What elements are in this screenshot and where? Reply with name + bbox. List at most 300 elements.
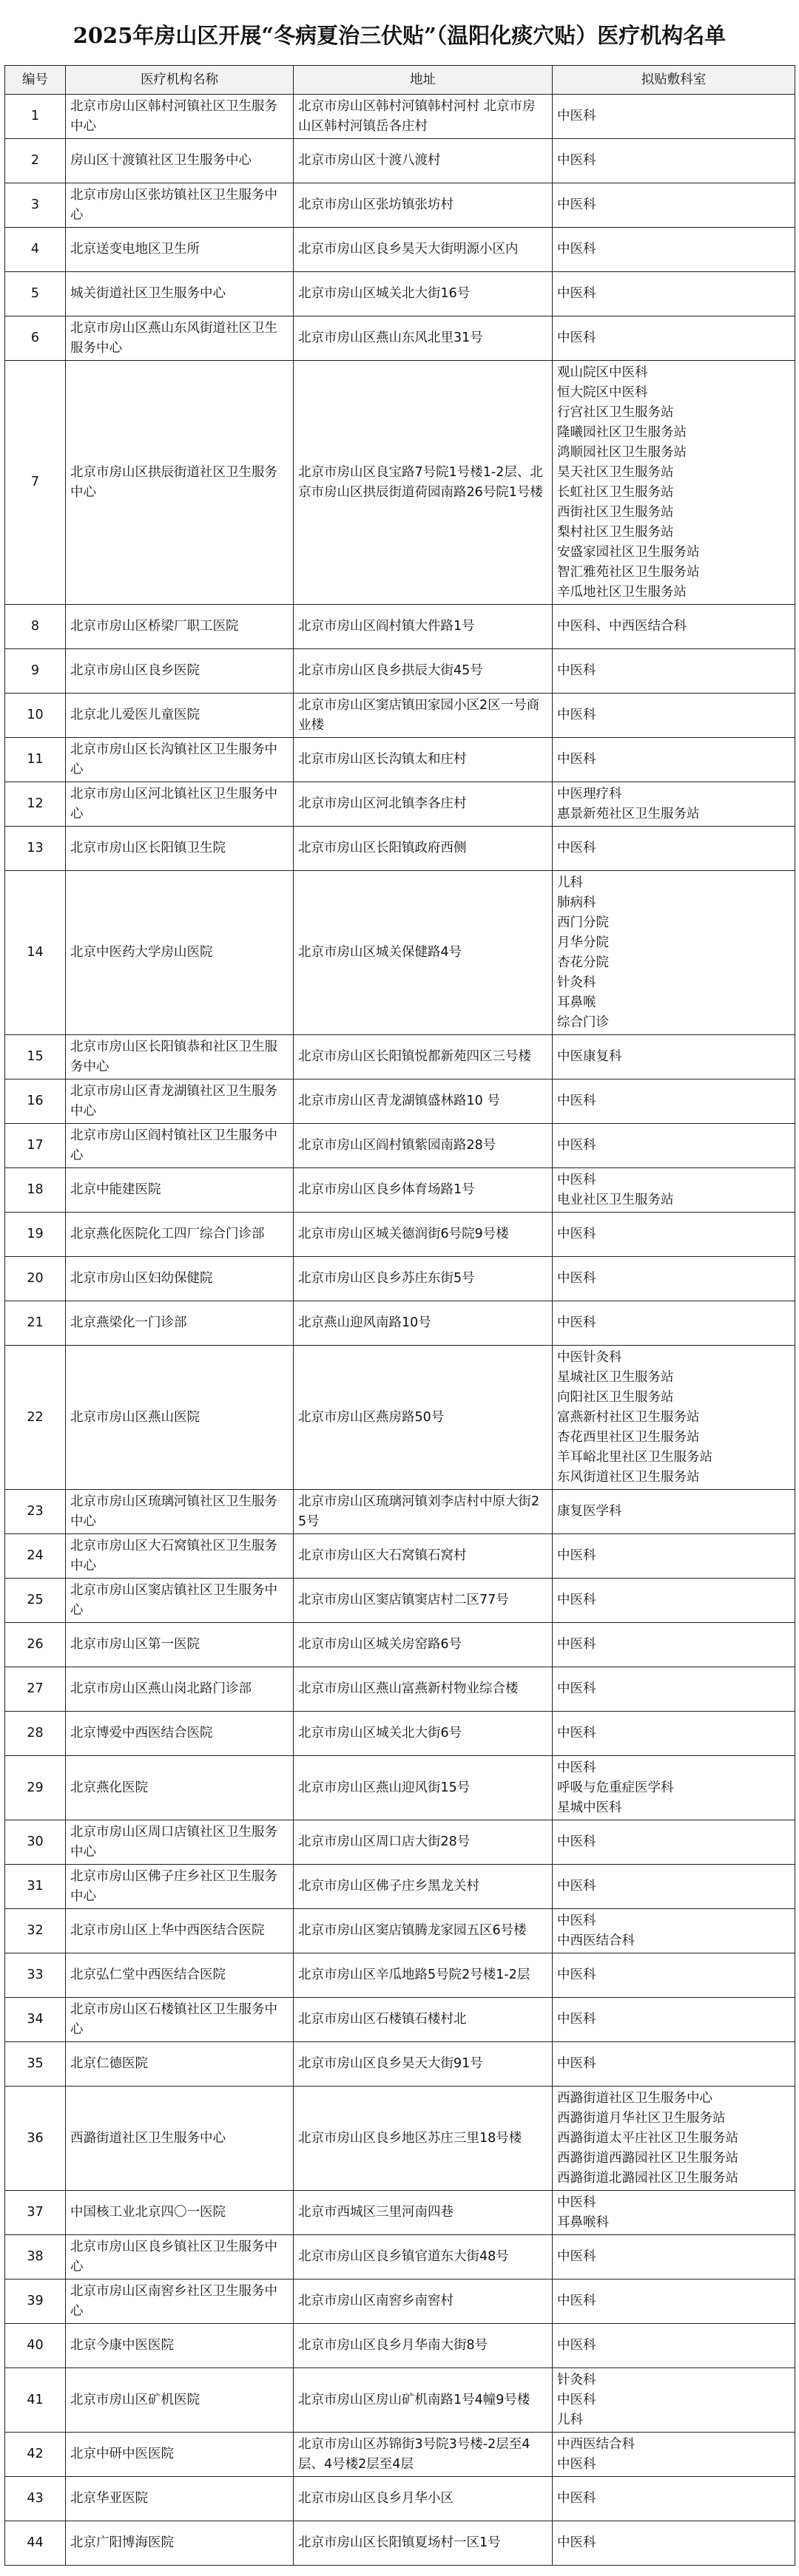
cell-number: 10 <box>5 694 66 738</box>
cell-number: 35 <box>5 2042 66 2087</box>
table-row <box>5 605 795 649</box>
cell-department <box>553 1712 795 1756</box>
header-number: 编号 <box>5 66 66 95</box>
cell-address: 北京市房山区张坊镇张坊村 <box>294 183 553 228</box>
cell-department <box>553 95 795 139</box>
cell-institution-name: 北京北儿爱医儿童医院 <box>66 694 294 738</box>
table-row <box>5 2042 795 2087</box>
cell-number: 23 <box>5 1490 66 1534</box>
cell-number: 15 <box>5 1035 66 1079</box>
cell-address: 北京市房山区大石窝镇石窝村 <box>294 1534 553 1579</box>
cell-address: 北京市房山区窦店镇窦店村二区77号 <box>294 1579 553 1623</box>
cell-address: 北京市房山区城关北大街6号 <box>294 1712 553 1756</box>
cell-address: 北京市房山区十渡八渡村 <box>294 139 553 183</box>
department-item: 电业社区卫生服务站 <box>557 1192 674 1207</box>
cell-institution-name: 北京市房山区上华中西医结合医院 <box>66 1909 294 1953</box>
cell-number: 40 <box>5 2324 66 2368</box>
department-item: 综合门诊 <box>557 1014 609 1030</box>
department-item: 中医科 <box>557 1834 596 1849</box>
cell-address: 北京市房山区窦店镇腾龙家园五区6号楼 <box>294 1909 553 1953</box>
department-item: 儿科 <box>557 875 583 890</box>
department-item: 中医科 <box>557 1593 596 1607</box>
department-item: 中医科 <box>557 1094 596 1108</box>
cell-institution-name: 北京市房山区良乡医院 <box>66 649 294 694</box>
department-item: 中医科 <box>557 1879 596 1894</box>
cell-institution-name: 北京市房山区青龙湖镇社区卫生服务中心 <box>66 1079 294 1124</box>
department-item: 中医科 <box>557 752 596 767</box>
cell-number: 2 <box>5 139 66 183</box>
cell-address: 北京市房山区良乡月华小区 <box>294 2477 553 2521</box>
cell-institution-name: 北京中研中医医院 <box>66 2433 294 2477</box>
table-row <box>5 2368 795 2433</box>
cell-number: 25 <box>5 1579 66 1623</box>
cell-institution-name: 北京市房山区阎村镇社区卫生服务中心 <box>66 1124 294 1168</box>
cell-address: 北京市房山区佛子庄乡黑龙关村 <box>294 1865 553 1909</box>
table-row <box>5 1213 795 1257</box>
cell-address: 北京市房山区周口店大街28号 <box>294 1820 553 1865</box>
cell-institution-name: 房山区十渡镇社区卫生服务中心 <box>66 139 294 183</box>
department-item: 富燕新村社区卫生服务站 <box>557 1409 700 1425</box>
cell-institution-name: 北京市房山区良乡镇社区卫生服务中心 <box>66 2235 294 2280</box>
table-row <box>5 694 795 738</box>
department-item: 儿科 <box>557 2412 583 2427</box>
department-item: 中医科 <box>557 1227 596 1241</box>
cell-address: 北京市房山区窦店镇田家园小区2区一号商业楼 <box>294 694 553 738</box>
cell-address: 北京市房山区良乡地区苏庄三里18号楼 <box>294 2087 553 2191</box>
department-item: 辛瓜地社区卫生服务站 <box>557 584 687 600</box>
cell-department <box>553 605 795 649</box>
department-item: 西潞街道北潞园社区卫生服务站 <box>557 2170 738 2186</box>
cell-address: 北京市房山区河北镇李各庄村 <box>294 782 553 827</box>
cell-number: 42 <box>5 2433 66 2477</box>
cell-department <box>553 2324 795 2368</box>
cell-institution-name: 北京送变电地区卫生所 <box>66 228 294 272</box>
cell-institution-name: 北京市房山区张坊镇社区卫生服务中心 <box>66 183 294 228</box>
cell-institution-name: 西潞街道社区卫生服务中心 <box>66 2087 294 2191</box>
department-item: 中医针灸科 <box>557 1349 622 1365</box>
cell-address: 北京市房山区燕山富燕新村物业综合楼 <box>294 1667 553 1712</box>
cell-institution-name: 北京市房山区琉璃河镇社区卫生服务中心 <box>66 1490 294 1534</box>
table-row <box>5 1346 795 1490</box>
cell-address: 北京市房山区良乡苏庄东街5号 <box>294 1257 553 1301</box>
cell-department <box>553 228 795 272</box>
cell-department <box>553 139 795 183</box>
cell-address: 北京市房山区长沟镇太和庄村 <box>294 738 553 782</box>
table-row <box>5 2477 795 2521</box>
cell-institution-name: 北京弘仁堂中西医结合医院 <box>66 1953 294 1998</box>
cell-institution-name: 北京市房山区燕山岗北路门诊部 <box>66 1667 294 1712</box>
cell-institution-name: 北京市房山区大石窝镇社区卫生服务中心 <box>66 1534 294 1579</box>
department-item: 中医科 <box>557 708 596 722</box>
cell-number: 1 <box>5 95 66 139</box>
table-row <box>5 228 795 272</box>
department-item: 耳鼻喉 <box>557 994 596 1010</box>
table-row <box>5 2280 795 2324</box>
table-row <box>5 2191 795 2235</box>
table-row <box>5 272 795 316</box>
table-row <box>5 738 795 782</box>
cell-department <box>553 2521 795 2566</box>
department-item: 月华分院 <box>557 935 609 950</box>
cell-institution-name: 北京燕梁化一门诊部 <box>66 1301 294 1346</box>
cell-institution-name: 北京市房山区南窖乡社区卫生服务中心 <box>66 2280 294 2324</box>
cell-number: 22 <box>5 1346 66 1490</box>
cell-institution-name: 北京中医药大学房山医院 <box>66 871 294 1035</box>
cell-number: 30 <box>5 1820 66 1865</box>
cell-address: 北京市房山区辛瓜地路5号院2号楼1-2层 <box>294 1953 553 1998</box>
cell-department <box>553 1998 795 2042</box>
table-row <box>5 361 795 605</box>
cell-institution-name: 北京市房山区桥梁厂职工医院 <box>66 605 294 649</box>
department-item: 中医科 <box>557 1172 596 1187</box>
department-item: 星城社区卫生服务站 <box>557 1369 674 1385</box>
cell-department <box>553 2087 795 2191</box>
table-row <box>5 871 795 1035</box>
cell-number: 3 <box>5 183 66 228</box>
cell-address: 北京市房山区石楼镇石楼村北 <box>294 1998 553 2042</box>
cell-number: 12 <box>5 782 66 827</box>
cell-number: 33 <box>5 1953 66 1998</box>
department-item: 行宫社区卫生服务站 <box>557 404 674 420</box>
department-item: 中医科 <box>557 1637 596 1652</box>
cell-address: 北京市西城区三里河南四巷 <box>294 2191 553 2235</box>
cell-address: 北京市房山区良乡月华南大街8号 <box>294 2324 553 2368</box>
cell-institution-name: 北京中能建医院 <box>66 1168 294 1213</box>
cell-department <box>553 1301 795 1346</box>
department-item: 中医科 <box>557 1548 596 1563</box>
department-item: 中医科 <box>557 2249 596 2264</box>
cell-number: 39 <box>5 2280 66 2324</box>
cell-department <box>553 1257 795 1301</box>
department-item: 惠景新苑社区卫生服务站 <box>557 806 700 821</box>
department-item: 中西医结合科 <box>557 2436 635 2452</box>
cell-number: 17 <box>5 1124 66 1168</box>
department-item: 中医科 <box>557 1760 596 1775</box>
cell-institution-name: 北京博爱中西医结合医院 <box>66 1712 294 1756</box>
cell-department <box>553 2280 795 2324</box>
cell-institution-name: 北京今康中医医院 <box>66 2324 294 2368</box>
department-item: 中医理疗科 <box>557 786 622 801</box>
cell-department <box>553 272 795 316</box>
table-row <box>5 183 795 228</box>
department-item: 东风街道社区卫生服务站 <box>557 1469 700 1485</box>
table-row <box>5 1035 795 1079</box>
cell-address: 北京市房山区良乡拱辰大街45号 <box>294 649 553 694</box>
cell-institution-name: 北京市房山区石楼镇社区卫生服务中心 <box>66 1998 294 2042</box>
table-row <box>5 1168 795 1213</box>
cell-department <box>553 2235 795 2280</box>
cell-institution-name: 北京燕化医院 <box>66 1756 294 1820</box>
cell-department <box>553 738 795 782</box>
cell-number: 27 <box>5 1667 66 1712</box>
department-item: 长虹社区卫生服务站 <box>557 484 674 500</box>
table-row <box>5 649 795 694</box>
department-item: 针灸科 <box>557 975 596 990</box>
cell-number: 24 <box>5 1534 66 1579</box>
cell-number: 6 <box>5 316 66 361</box>
cell-number: 4 <box>5 228 66 272</box>
cell-number: 41 <box>5 2368 66 2433</box>
table-row <box>5 1257 795 1301</box>
department-item: 西门分院 <box>557 915 609 930</box>
table-row <box>5 1756 795 1820</box>
cell-address: 北京市房山区燕山东风北里31号 <box>294 316 553 361</box>
table-body <box>5 95 795 2566</box>
cell-department <box>553 1623 795 1667</box>
cell-department <box>553 2368 795 2433</box>
table-row <box>5 1623 795 1667</box>
cell-department <box>553 2191 795 2235</box>
cell-department <box>553 2042 795 2087</box>
cell-institution-name: 北京市房山区妇幼保健院 <box>66 1257 294 1301</box>
cell-department <box>553 1124 795 1168</box>
department-item: 中医科 <box>557 2491 596 2506</box>
cell-address: 北京市房山区阎村镇大件路1号 <box>294 605 553 649</box>
cell-number: 18 <box>5 1168 66 1213</box>
department-item: 中医科 <box>557 109 596 123</box>
cell-number: 32 <box>5 1909 66 1953</box>
department-item: 向阳社区卫生服务站 <box>557 1389 674 1405</box>
department-item: 中医科 <box>557 153 596 168</box>
department-item: 耳鼻喉科 <box>557 2214 609 2230</box>
department-item: 中医科 <box>557 1726 596 1741</box>
department-item: 中医科 <box>557 1913 596 1928</box>
table-row <box>5 95 795 139</box>
department-item: 中医科、中西医结合科 <box>557 619 687 634</box>
cell-institution-name: 北京市房山区长阳镇恭和社区卫生服务中心 <box>66 1035 294 1079</box>
cell-institution-name: 北京广阳博海医院 <box>66 2521 294 2566</box>
department-item: 恒大院区中医科 <box>557 384 648 400</box>
cell-department <box>553 871 795 1035</box>
cell-address: 北京市房山区燕山迎风街15号 <box>294 1756 553 1820</box>
department-item: 中医科 <box>557 197 596 212</box>
cell-department <box>553 1756 795 1820</box>
department-item: 鸿顺园社区卫生服务站 <box>557 444 687 460</box>
cell-department <box>553 183 795 228</box>
table-row <box>5 2521 795 2566</box>
department-item: 肺病科 <box>557 895 596 910</box>
department-item: 针灸科 <box>557 2372 596 2387</box>
cell-address: 北京市房山区南窖乡南窖村 <box>294 2280 553 2324</box>
cell-number: 19 <box>5 1213 66 1257</box>
cell-number: 16 <box>5 1079 66 1124</box>
department-item: 中医科 <box>557 2012 596 2027</box>
header-address: 地址 <box>294 66 553 95</box>
table-row <box>5 316 795 361</box>
department-item: 中医科 <box>557 663 596 678</box>
department-item: 西潞街道月华社区卫生服务站 <box>557 2110 726 2126</box>
cell-institution-name: 北京市房山区燕山医院 <box>66 1346 294 1490</box>
department-item: 中医康复科 <box>557 1049 622 1064</box>
department-item: 中医科 <box>557 2056 596 2071</box>
cell-number: 26 <box>5 1623 66 1667</box>
table-row <box>5 1998 795 2042</box>
department-item: 中医科 <box>557 2535 596 2550</box>
department-item: 中医科 <box>557 841 596 855</box>
cell-institution-name: 北京市房山区拱辰街道社区卫生服务中心 <box>66 361 294 605</box>
department-item: 中医科 <box>557 1271 596 1286</box>
table-row <box>5 2087 795 2191</box>
table-row <box>5 827 795 871</box>
department-item: 中医科 <box>557 2392 596 2407</box>
department-item: 观山院区中医科 <box>557 365 648 380</box>
cell-institution-name: 北京市房山区矿机医院 <box>66 2368 294 2433</box>
cell-address: 北京市房山区城关北大街16号 <box>294 272 553 316</box>
department-item: 中医科 <box>557 2194 596 2210</box>
department-item: 中医科 <box>557 242 596 257</box>
cell-address: 北京市房山区琉璃河镇刘李店村中原大街25号 <box>294 1490 553 1534</box>
cell-department <box>553 1820 795 1865</box>
table-row <box>5 139 795 183</box>
cell-department <box>553 361 795 605</box>
table-row <box>5 1667 795 1712</box>
table-row <box>5 1712 795 1756</box>
cell-institution-name: 北京市房山区韩村河镇社区卫生服务中心 <box>66 95 294 139</box>
cell-number: 38 <box>5 2235 66 2280</box>
department-item: 梨村社区卫生服务站 <box>557 524 674 540</box>
cell-address: 北京燕山迎风南路10号 <box>294 1301 553 1346</box>
cell-department <box>553 827 795 871</box>
cell-address: 北京市房山区良乡镇官道东大街48号 <box>294 2235 553 2280</box>
cell-number: 9 <box>5 649 66 694</box>
cell-department <box>553 1213 795 1257</box>
cell-institution-name: 北京华亚医院 <box>66 2477 294 2521</box>
table-row <box>5 2433 795 2477</box>
department-item: 呼吸与危重症医学科 <box>557 1780 674 1795</box>
cell-number: 34 <box>5 1998 66 2042</box>
cell-address: 北京市房山区青龙湖镇盛林路10 号 <box>294 1079 553 1124</box>
cell-department <box>553 2477 795 2521</box>
department-item: 中医科 <box>557 286 596 301</box>
department-item: 中医科 <box>557 2294 596 2308</box>
cell-department <box>553 2433 795 2477</box>
cell-department <box>553 1953 795 1998</box>
cell-address: 北京市房山区长阳镇夏场村一区1号 <box>294 2521 553 2566</box>
cell-address: 北京市房山区长阳镇政府西侧 <box>294 827 553 871</box>
cell-institution-name: 北京市房山区第一医院 <box>66 1623 294 1667</box>
cell-department <box>553 316 795 361</box>
department-item: 中医科 <box>557 1967 596 1982</box>
table-row <box>5 1490 795 1534</box>
cell-number: 31 <box>5 1865 66 1909</box>
cell-number: 28 <box>5 1712 66 1756</box>
cell-department <box>553 1079 795 1124</box>
table-row <box>5 1820 795 1865</box>
cell-department <box>553 1534 795 1579</box>
cell-department <box>553 1168 795 1213</box>
table-row <box>5 2235 795 2280</box>
department-item: 星城中医科 <box>557 1800 622 1815</box>
table-row <box>5 782 795 827</box>
table-row <box>5 1909 795 1953</box>
cell-department <box>553 649 795 694</box>
institution-table <box>4 65 795 2566</box>
cell-department <box>553 1490 795 1534</box>
cell-number: 14 <box>5 871 66 1035</box>
cell-address: 北京市房山区良乡体育场路1号 <box>294 1168 553 1213</box>
cell-number: 11 <box>5 738 66 782</box>
cell-address: 北京市房山区良宝路7号院1号楼1-2层、北京市房山区拱辰街道荷园南路26号院1号楼 <box>294 361 553 605</box>
cell-number: 44 <box>5 2521 66 2566</box>
cell-institution-name: 北京仁德医院 <box>66 2042 294 2087</box>
department-item: 中医科 <box>557 2456 596 2472</box>
cell-institution-name: 北京市房山区燕山东风街道社区卫生服务中心 <box>66 316 294 361</box>
cell-address: 北京市房山区良乡昊天大街明源小区内 <box>294 228 553 272</box>
table-row <box>5 1301 795 1346</box>
department-item: 西潞街道社区卫生服务中心 <box>557 2090 712 2106</box>
department-item: 西街社区卫生服务站 <box>557 504 674 520</box>
department-item: 中医科 <box>557 1681 596 1696</box>
department-item: 隆曦园社区卫生服务站 <box>557 424 687 440</box>
cell-institution-name: 北京市房山区长沟镇社区卫生服务中心 <box>66 738 294 782</box>
header-department: 拟贴敷科室 <box>553 66 795 95</box>
department-item: 杏花分院 <box>557 955 609 970</box>
cell-number: 8 <box>5 605 66 649</box>
department-item: 昊天社区卫生服务站 <box>557 464 674 480</box>
cell-institution-name: 北京市房山区佛子庄乡社区卫生服务中心 <box>66 1865 294 1909</box>
department-item: 西潞街道太平庄社区卫生服务站 <box>557 2130 738 2146</box>
cell-address: 北京市房山区燕房路50号 <box>294 1346 553 1490</box>
cell-department <box>553 694 795 738</box>
table-row <box>5 1579 795 1623</box>
cell-department <box>553 1909 795 1953</box>
department-item: 康复医学科 <box>557 1504 622 1519</box>
cell-address: 北京市房山区阎村镇紫园南路28号 <box>294 1124 553 1168</box>
department-item: 中医科 <box>557 2338 596 2353</box>
cell-institution-name: 北京市房山区周口店镇社区卫生服务中心 <box>66 1820 294 1865</box>
cell-institution-name: 北京市房山区窦店镇社区卫生服务中心 <box>66 1579 294 1623</box>
department-item: 杏花西里社区卫生服务站 <box>557 1429 700 1445</box>
department-item: 安盛家园社区卫生服务站 <box>557 544 700 560</box>
table-row <box>5 2324 795 2368</box>
table-row <box>5 1953 795 1998</box>
department-item: 中医科 <box>557 1138 596 1153</box>
cell-address: 北京市房山区房山矿机南路1号4幢9号楼 <box>294 2368 553 2433</box>
cell-number: 29 <box>5 1756 66 1820</box>
department-item: 中西医结合科 <box>557 1933 635 1948</box>
cell-department <box>553 1035 795 1079</box>
cell-department <box>553 1346 795 1490</box>
cell-address: 北京市房山区长阳镇悦都新苑四区三号楼 <box>294 1035 553 1079</box>
cell-department <box>553 1865 795 1909</box>
cell-number: 5 <box>5 272 66 316</box>
department-item: 中医科 <box>557 1315 596 1330</box>
cell-institution-name: 城关街道社区卫生服务中心 <box>66 272 294 316</box>
cell-institution-name: 北京市房山区长阳镇卫生院 <box>66 827 294 871</box>
cell-address: 北京市房山区韩村河镇韩村河村 北京市房山区韩村河镇岳各庄村 <box>294 95 553 139</box>
table-row <box>5 1534 795 1579</box>
cell-address: 北京市房山区城关房窑路6号 <box>294 1623 553 1667</box>
cell-institution-name: 北京燕化医院化工四厂综合门诊部 <box>66 1213 294 1257</box>
cell-number: 21 <box>5 1301 66 1346</box>
table-row <box>5 1865 795 1909</box>
cell-address: 北京市房山区良乡昊天大街91号 <box>294 2042 553 2087</box>
cell-number: 20 <box>5 1257 66 1301</box>
cell-institution-name: 中国核工业北京四〇一医院 <box>66 2191 294 2235</box>
department-item: 中医科 <box>557 331 596 345</box>
cell-address: 北京市房山区城关德润街6号院9号楼 <box>294 1213 553 1257</box>
header-institution-name: 医疗机构名称 <box>66 66 294 95</box>
department-item: 智汇雅苑社区卫生服务站 <box>557 564 700 580</box>
table-header-row <box>5 66 795 95</box>
department-item: 西潞街道西潞园社区卫生服务站 <box>557 2150 738 2166</box>
department-item: 羊耳峪北里社区卫生服务站 <box>557 1449 712 1465</box>
cell-number: 37 <box>5 2191 66 2235</box>
cell-address: 北京市房山区城关保健路4号 <box>294 871 553 1035</box>
cell-address: 北京市房山区苏锦街3号院3号楼-2层至4层、4号楼2层至4层 <box>294 2433 553 2477</box>
cell-number: 43 <box>5 2477 66 2521</box>
cell-institution-name: 北京市房山区河北镇社区卫生服务中心 <box>66 782 294 827</box>
